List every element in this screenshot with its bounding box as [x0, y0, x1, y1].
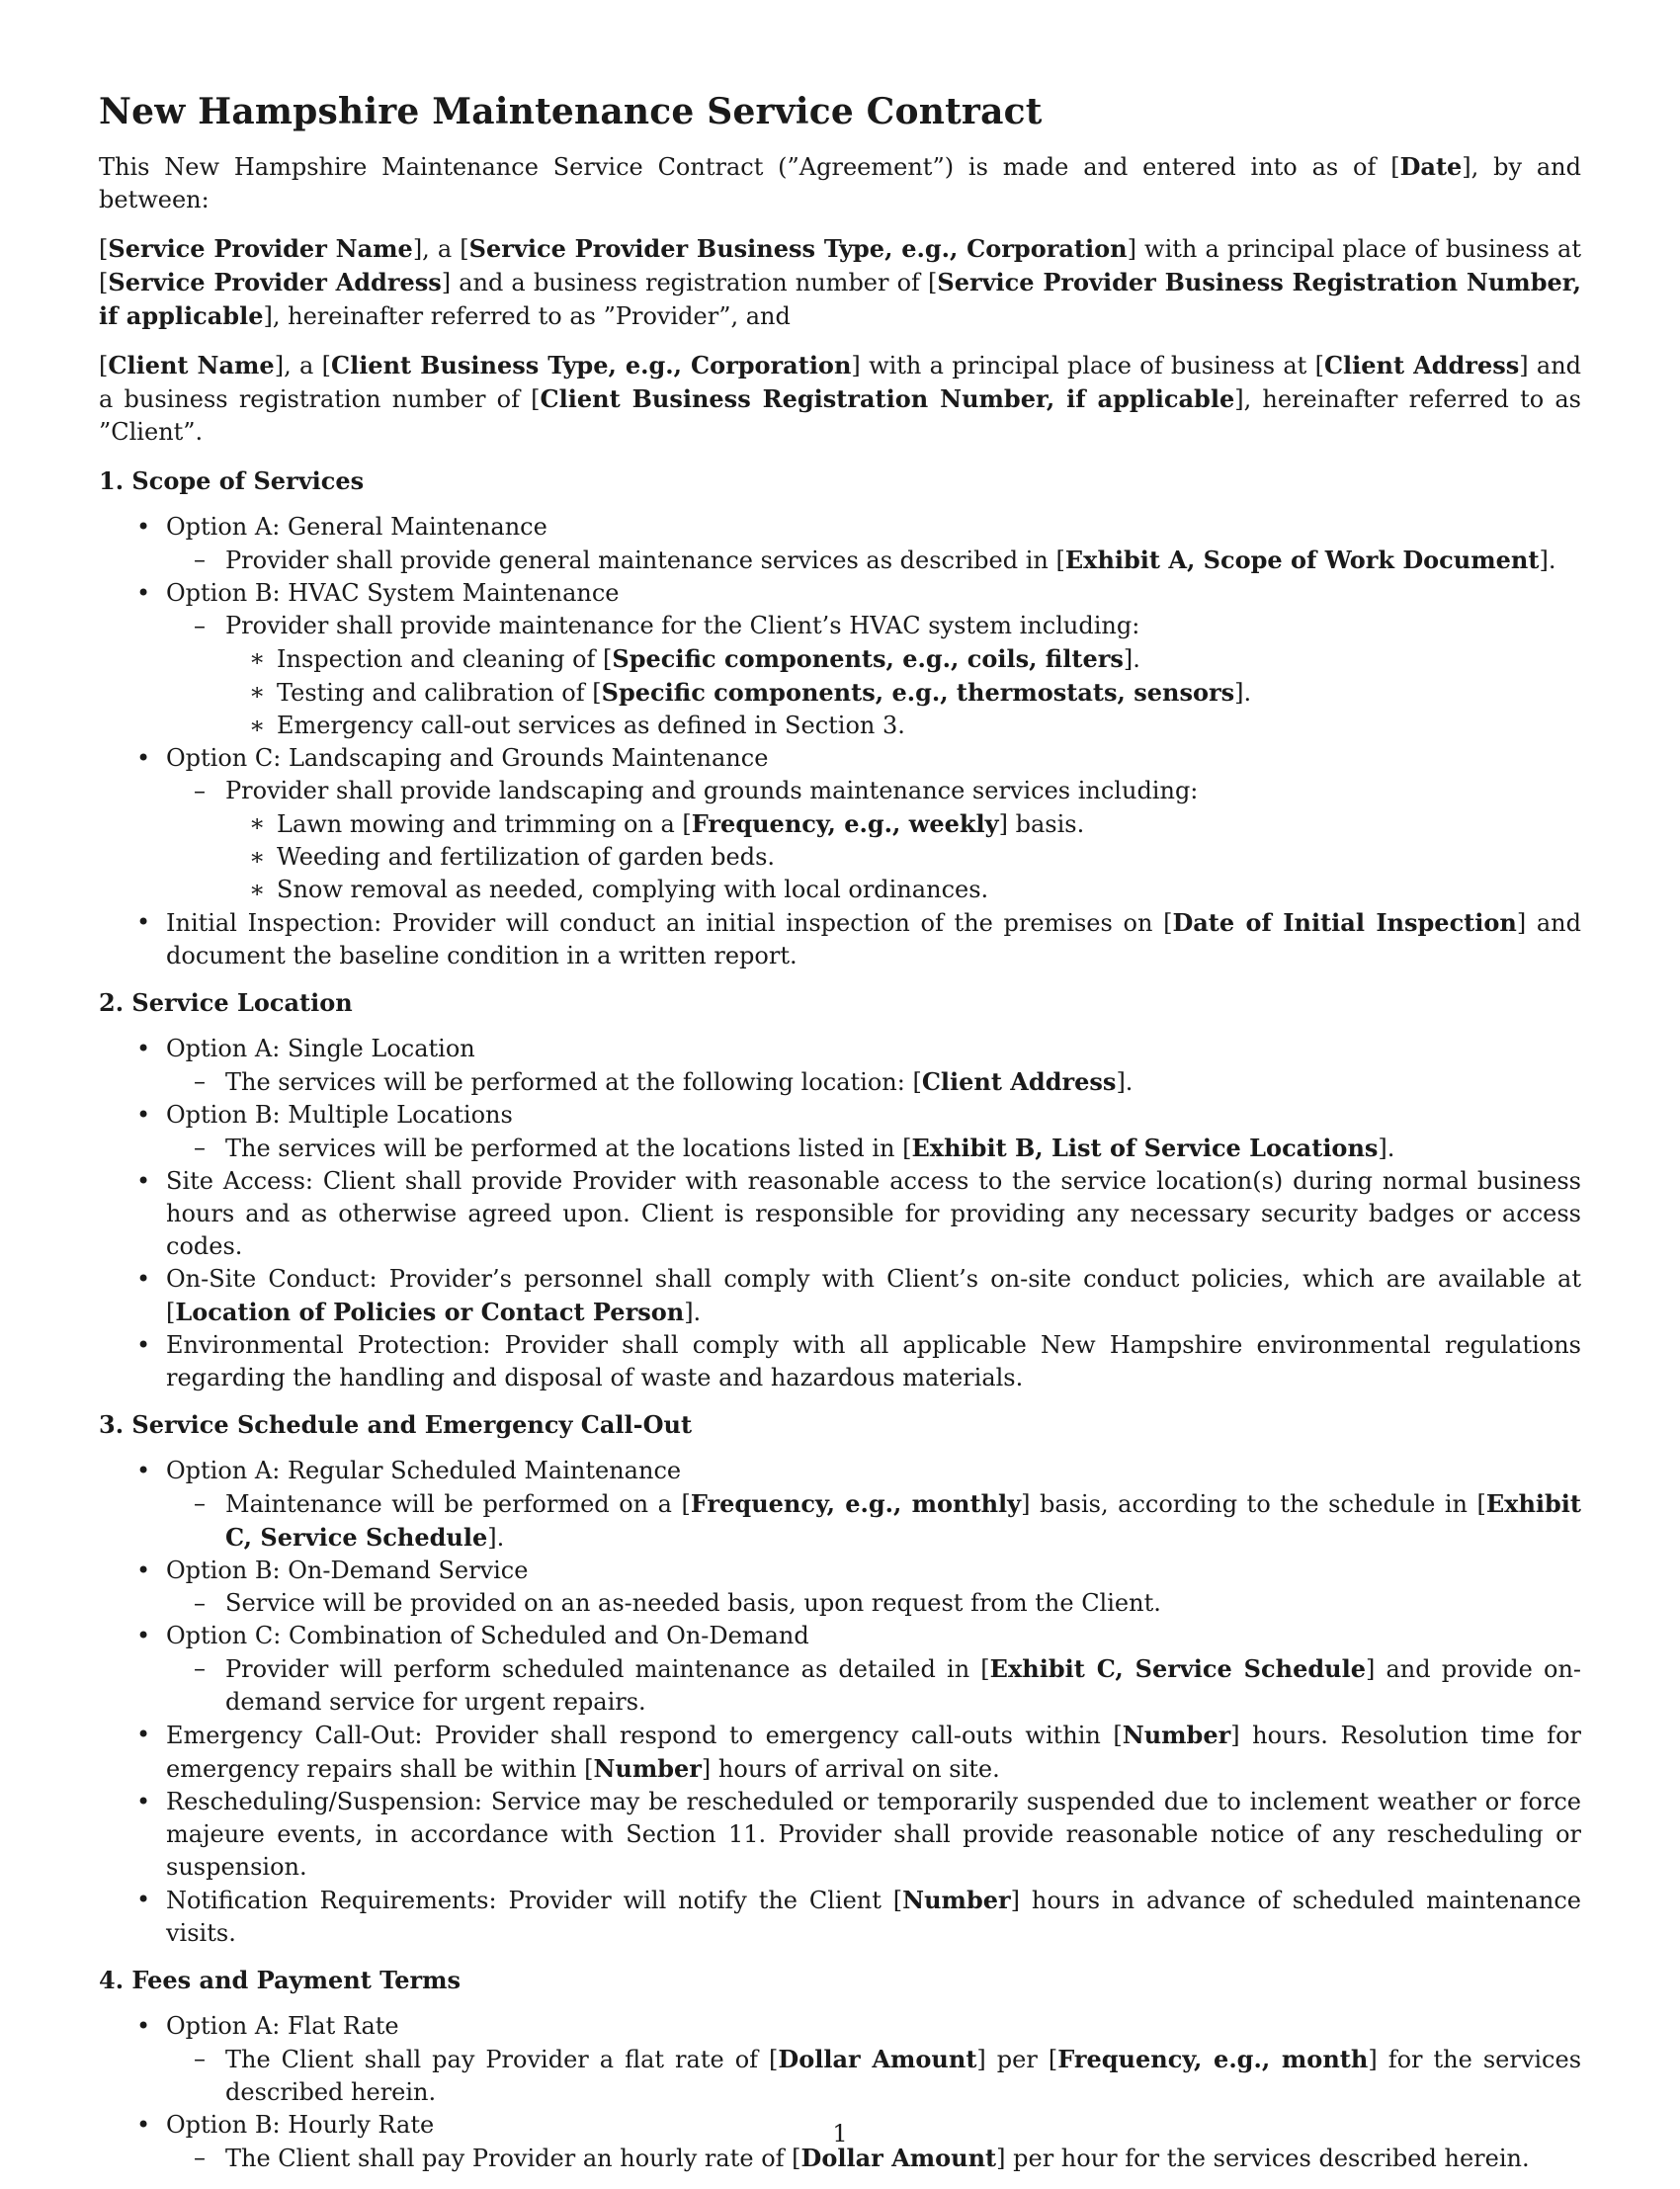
section-heading: 1. Scope of Services [99, 466, 365, 495]
list-item: • Option A: Single Location – The services will be performed at the following location: [Client Address]. [99, 1033, 1581, 1099]
list-item: • Option B: Multiple Locations – The services will be performed at the locations listed in [Exhibit B, List of Service Locations]. [99, 1099, 1581, 1165]
list-item: • Option B: On-Demand Service – Service will be provided on an as-needed basis, upon request from the Client. [99, 1555, 1581, 1620]
list-item: • Emergency Call-Out: Provider shall respond to emergency call-outs within [Number] hours. Resolution time for emergency repairs shall be within [Number] hours of arrival on site. [99, 1719, 1581, 1786]
list-item: – Provider will perform scheduled maintenance as detailed in [Exhibit C, Service Schedule] and provide on-demand service for urgent repairs. [99, 1652, 1581, 1719]
list-item: ∗ Emergency call-out services as defined in Section 3. [99, 710, 1581, 742]
client-paragraph: [Client Name], a [Client Business Type, e.g., Corporation] with a principal place of business at [Client Address] and a business registration number of [Client Business Registration Number, if applicable], hereinafter referred to as ”Client”. [99, 351, 1582, 446]
list-item: • Option A: Flat Rate – The Client shall pay Provider a flat rate of [Dollar Amount] per [Frequency, e.g., month] for the services described herein. [99, 2010, 1581, 2109]
list-item: • Option A: General Maintenance – Provider shall provide general maintenance services as described in [Exhibit A, Scope of Work Document]. [99, 511, 1581, 577]
list-item: – Provider shall provide landscaping and grounds maintenance services including: ∗ Lawn mowing and trimming on a [Frequency, e.g., weekly] basis. ∗ Weeding and fertilization of garden beds. ∗ Snow removal as needed, complying with local ordinances. [99, 775, 1581, 906]
list-item: • Option B: Hourly Rate – The Client shall pay Provider an hourly rate of [Dollar Amount] per hour for the services described herein. [99, 2109, 1581, 2175]
list-item: ∗ Lawn mowing and trimming on a [Frequency, e.g., weekly] basis. [99, 807, 1581, 841]
list-item: • Option B: HVAC System Maintenance – Provider shall provide maintenance for the Client’s HVAC system including: ∗ Inspection and cleaning of [Specific components, e.g., coils, filters]. ∗ Testing and calibration of [Specific components, e.g., thermostats, sensors]. ∗ Emergency call-out services as defined in Section 3. [99, 577, 1581, 742]
list-item: • Site Access: Client shall provide Provider with reasonable access to the service location(s) during normal business hours and as otherwise agreed upon. Client is responsible for providing any necessary security badges or access codes. [99, 1165, 1581, 1263]
list-item: ∗ Snow removal as needed, complying with local ordinances. [99, 874, 1581, 906]
list-item: • Option C: Combination of Scheduled and On-Demand – Provider will perform scheduled maintenance as detailed in [Exhibit C, Service Schedule] and provide on-demand service for urgent repairs. [99, 1620, 1581, 1719]
intro-paragraph: This New Hampshire Maintenance Service Contract (”Agreement”) is made and entered into as of [Date], by and between: [99, 152, 1581, 213]
list-item: – Provider shall provide maintenance for the Client’s HVAC system including: ∗ Inspection and cleaning of [Specific components, e.g., coils, filters]. ∗ Testing and calibration of [Specific components, e.g., thermostats, sensors]. ∗ Emergency call-out services as defined in Section 3. [99, 610, 1581, 742]
list-item: – The Client shall pay Provider an hourly rate of [Dollar Amount] per hour for the services described herein. [99, 2142, 1581, 2175]
section-scope-of-services [99, 464, 1581, 972]
section-service-location [99, 986, 1581, 1394]
section-service-schedule [99, 1408, 1581, 1950]
list-item: • Option A: Regular Scheduled Maintenance – Maintenance will be performed on a [Frequency, e.g., monthly] basis, according to the schedule in [Exhibit C, Service Schedule]. [99, 1455, 1581, 1555]
list-item: • Environmental Protection: Provider shall comply with all applicable New Hampshire environmental regulations regarding the handling and disposal of waste and hazardous materials. [99, 1329, 1581, 1394]
list-item: ∗ Weeding and fertilization of garden beds. [99, 841, 1581, 874]
list-item: – Provider shall provide general maintenance services as described in [Exhibit A, Scope of Work Document]. [99, 544, 1581, 577]
list-item: – The services will be performed at the locations listed in [Exhibit B, List of Service Locations]. [99, 1132, 1581, 1165]
provider-paragraph: [Service Provider Name], a [Service Provider Business Type, e.g., Corporation] with a principal place of business at [Service Provider Address] and a business registration number of [Service Provider Business Registration Number, if applicable], hereinafter referred to as ”Provider”, and [99, 234, 1582, 330]
list-item: ∗ Inspection and cleaning of [Specific components, e.g., coils, filters]. [99, 642, 1581, 676]
list-item: • Rescheduling/Suspension: Service may be rescheduled or temporarily suspended due to inclement weather or force majeure events, in accordance with Section 11. Provider shall provide reasonable notice of any rescheduling or suspension. [99, 1786, 1581, 1884]
list-item: – The services will be performed at the following location: [Client Address]. [99, 1065, 1581, 1099]
page-number: 1 [832, 2120, 848, 2147]
list-item: • Initial Inspection: Provider will conduct an initial inspection of the premises on [Date of Initial Inspection] and document the baseline condition in a written report. [99, 906, 1581, 972]
section-heading: 3. Service Schedule and Emergency Call-Out [99, 1410, 693, 1439]
section-heading: 4. Fees and Payment Terms [99, 1966, 462, 1994]
list-item: • On-Site Conduct: Provider’s personnel shall comply with Client’s on-site conduct policies, which are available at [Location of Policies or Contact Person]. [99, 1263, 1581, 1329]
list-item: • Option C: Landscaping and Grounds Maintenance – Provider shall provide landscaping and grounds maintenance services including: ∗ Lawn mowing and trimming on a [Frequency, e.g., weekly] basis. ∗ Weeding and fertilization of garden beds. ∗ Snow removal as needed, complying with local ordinances. [99, 742, 1581, 906]
document-page [99, 91, 1581, 2189]
document-title: New Hampshire Maintenance Service Contract [99, 91, 1043, 132]
list-item: • Notification Requirements: Provider will notify the Client [Number] hours in advance of scheduled maintenance visits. [99, 1884, 1581, 1950]
list-item: ∗ Testing and calibration of [Specific components, e.g., thermostats, sensors]. [99, 676, 1581, 710]
list-item: – Maintenance will be performed on a [Frequency, e.g., monthly] basis, according to the schedule in [Exhibit C, Service Schedule]. [99, 1487, 1581, 1555]
list-item: – The Client shall pay Provider a flat rate of [Dollar Amount] per [Frequency, e.g., month] for the services described herein. [99, 2043, 1581, 2109]
section-heading: 2. Service Location [99, 988, 353, 1017]
list-item: – Service will be provided on an as-needed basis, upon request from the Client. [99, 1587, 1581, 1620]
